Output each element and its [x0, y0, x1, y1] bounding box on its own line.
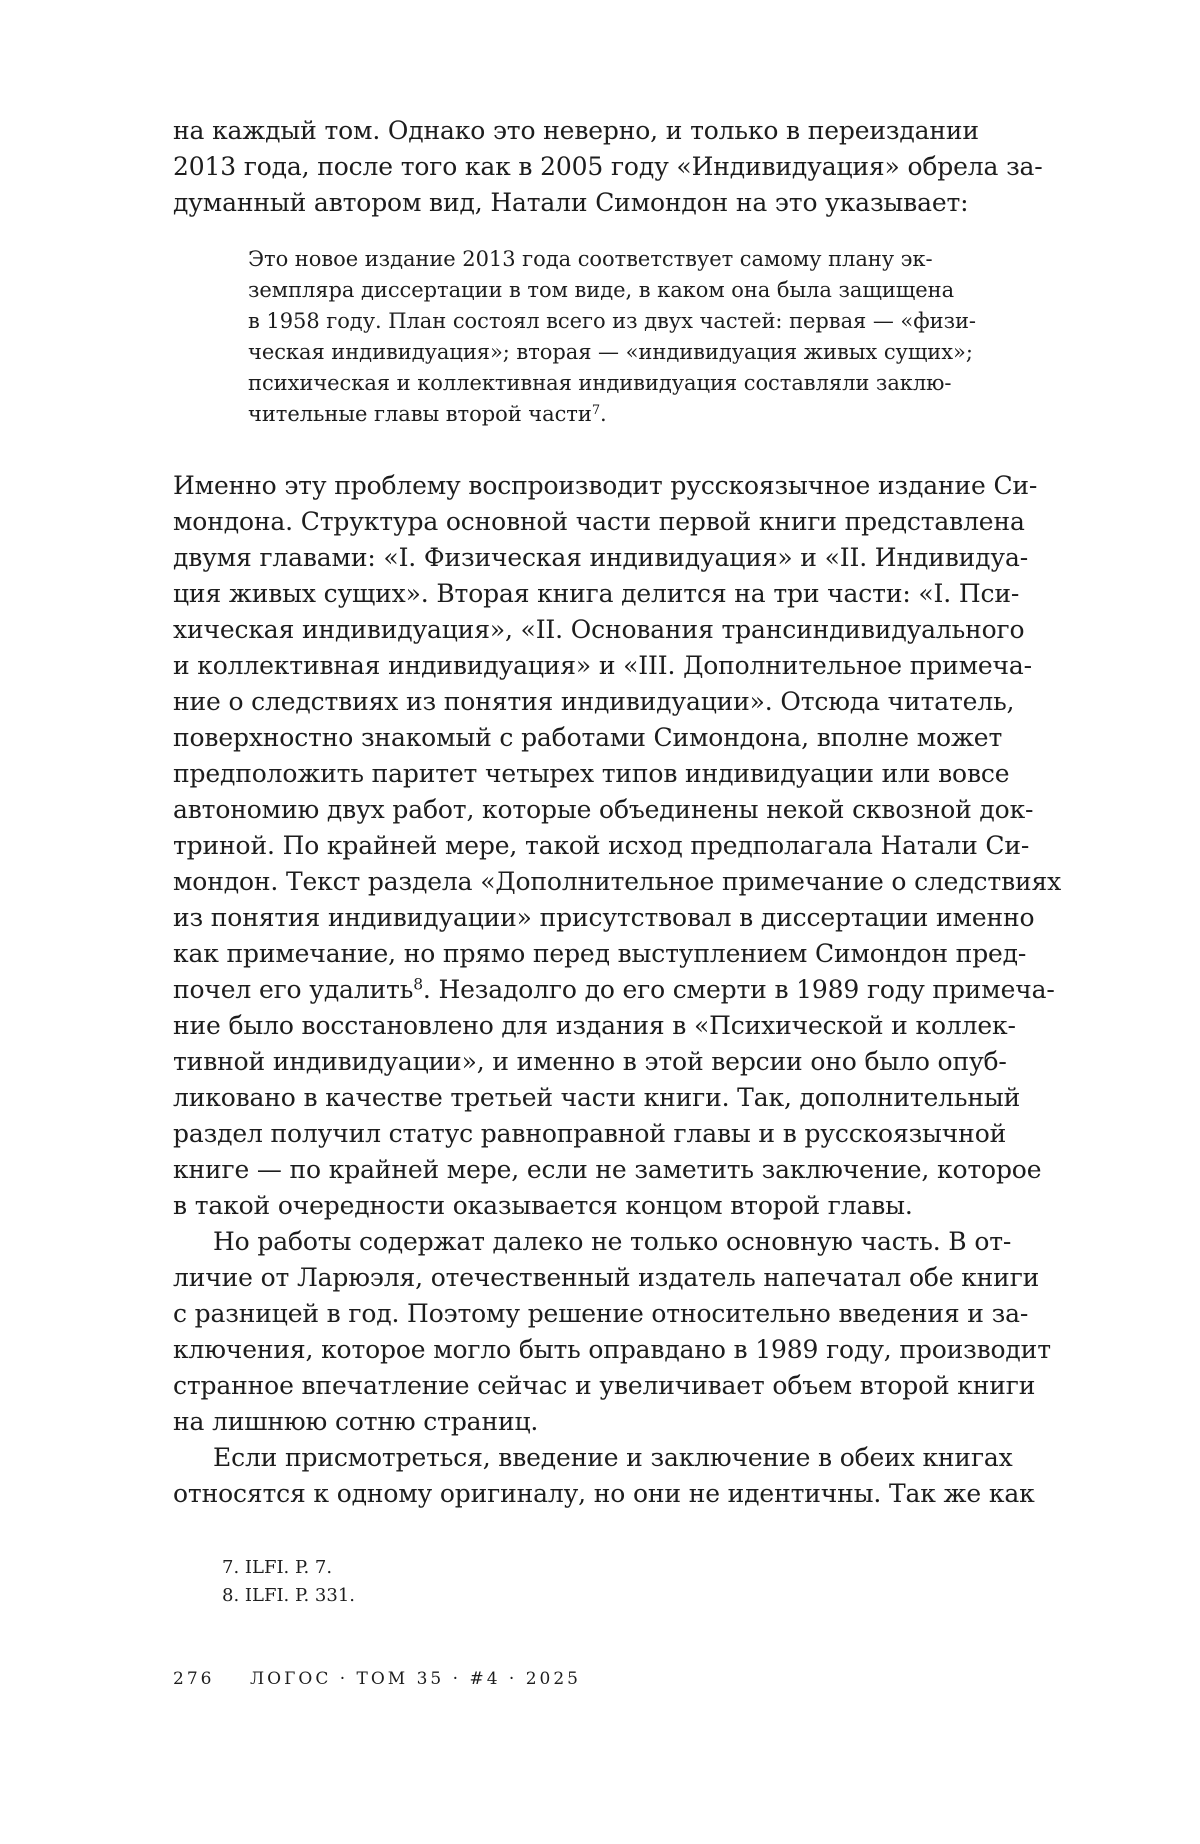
footnote-ref-7[interactable]: 7 [591, 402, 601, 418]
body-line: ние было восстановлено для издания в «Психической и коллек- [173, 1011, 1016, 1040]
body-line: в такой очередности оказывается концом второй главы. [173, 1191, 913, 1220]
footnote-8: 8. ILFI. P. 331. [222, 1585, 355, 1606]
body-line: ликовано в качестве третьей части книги. Так, дополнительный [173, 1083, 1021, 1112]
body-line: Если присмотреться, введение и заключение в обеих книгах [213, 1443, 1013, 1472]
footnote-ref-8[interactable]: 8 [413, 975, 423, 994]
body-line: предположить паритет четырех типов индивидуации или вовсе [173, 759, 1010, 788]
quote-end: . [600, 402, 607, 426]
quote-line: в 1958 году. План состоял всего из двух частей: первая — «физи- [248, 309, 976, 333]
body-line: ние о следствиях из понятия индивидуации». Отсюда читатель, [173, 687, 1015, 716]
body-line: на каждый том. Однако это неверно, и только в переиздании [173, 116, 979, 145]
quote-line: ческая индивидуация»; вторая — «индивидуация живых сущих»; [248, 340, 973, 364]
quote-line: земпляра диссертации в том виде, в каком она была защищена [248, 278, 955, 302]
body-line: странное впечатление сейчас и увеличивает объем второй книги [173, 1371, 1036, 1400]
body-line: мондон. Текст раздела «Дополнительное примечание о следствиях [173, 867, 1062, 896]
body-line: как примечание, но прямо перед выступлением Симондон пред- [173, 939, 1027, 968]
body-line: из понятия индивидуации» присутствовал в диссертации именно [173, 903, 1035, 932]
body-line: книге — по крайней мере, если не заметить заключение, которое [173, 1155, 1042, 1184]
body-line: думанный автором вид, Натали Симондон на это указывает: [173, 188, 969, 217]
body-line [173, 972, 1055, 1008]
body-line: ключения, которое могло быть оправдано в 1989 году, производит [173, 1335, 1051, 1364]
body-line: мондона. Структура основной части первой книги представлена [173, 507, 1025, 536]
body-line: Именно эту проблему воспроизводит русскоязычное издание Си- [173, 471, 1038, 500]
quote-line [248, 399, 607, 429]
body-line: ция живых сущих». Вторая книга делится на три части: «I. Пси- [173, 579, 1020, 608]
quote-line: психическая и коллективная индивидуация составляли заклю- [248, 371, 952, 395]
body-line: раздел получил статус равноправной главы и в русскоязычной [173, 1119, 1007, 1148]
body-line: личие от Ларюэля, отечественный издатель напечатал обе книги [173, 1263, 1040, 1292]
body-line: двумя главами: «I. Физическая индивидуация» и «II. Индивидуа- [173, 543, 1029, 572]
body-line: Но работы содержат далеко не только основную часть. В от- [213, 1227, 1012, 1256]
body-line: и коллективная индивидуация» и «III. Дополнительное примеча- [173, 651, 1032, 680]
body-text: почел его удалить [173, 975, 414, 1004]
body-line: хическая индивидуация», «II. Основания трансиндивидуального [173, 615, 1025, 644]
body-line: относятся к одному оригиналу, но они не идентичны. Так же как [173, 1479, 1035, 1508]
footnote-7: 7. ILFI. P. 7. [222, 1557, 333, 1578]
body-line: поверхностно знакомый с работами Симондона, вполне может [173, 723, 1003, 752]
body-line: тивной индивидуации», и именно в этой версии оно было опуб- [173, 1047, 1007, 1076]
body-line: на лишнюю сотню страниц. [173, 1407, 539, 1436]
body-text: . Незадолго до его смерти в 1989 году примеча- [422, 975, 1055, 1004]
body-line: с разницей в год. Поэтому решение относительно введения и за- [173, 1299, 1029, 1328]
body-line: 2013 года, после того как в 2005 году «Индивидуация» обрела за- [173, 152, 1043, 181]
quote-line: Это новое издание 2013 года соответствует самому плану эк- [248, 247, 933, 271]
body-line: автономию двух работ, которые объединены некой сквозной док- [173, 795, 1034, 824]
body-line: триной. По крайней мере, такой исход предполагала Натали Си- [173, 831, 1030, 860]
page-number: 276 [173, 1669, 215, 1689]
quote-text: чительные главы второй части [248, 402, 592, 426]
journal-title: ЛОГОС · ТОМ 35 · #4 · 2025 [250, 1669, 581, 1689]
